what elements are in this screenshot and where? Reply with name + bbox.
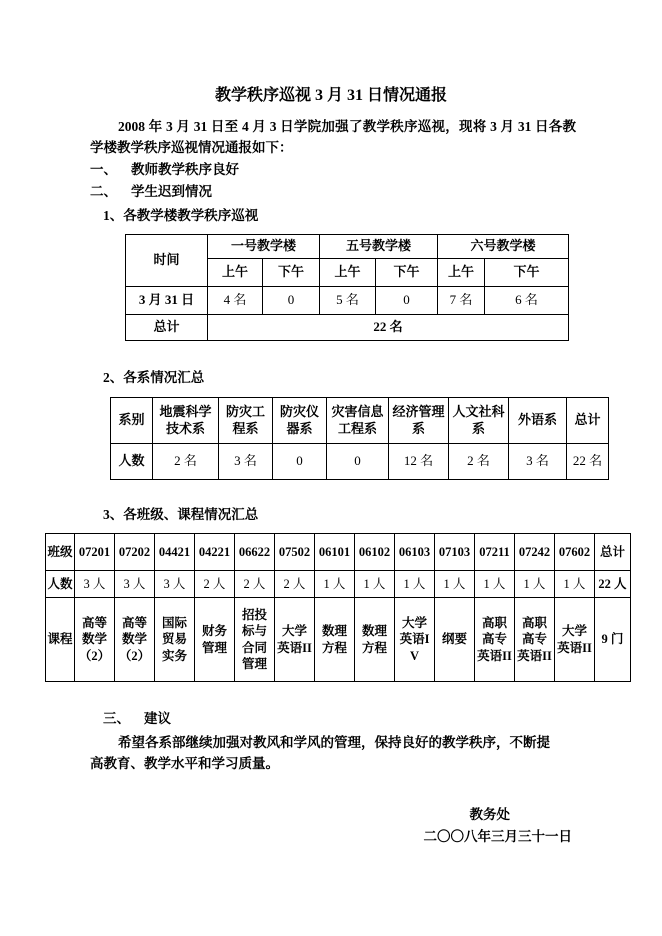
class-id-cell: 06101	[315, 534, 355, 571]
signature-date: 二〇〇八年三月三十一日	[423, 829, 572, 844]
list-marker: 一、	[90, 162, 117, 177]
count-cell: 3 人	[75, 571, 115, 598]
list-item-text: 学生迟到情况	[131, 184, 212, 199]
course-cell: 招投标与合同管理	[235, 598, 275, 682]
table-row	[46, 534, 631, 571]
class-id-cell: 07602	[555, 534, 595, 571]
department-summary-table	[110, 397, 609, 480]
total-value-cell: 22 名	[208, 315, 569, 341]
dept-header-cell: 人文社科系	[449, 398, 509, 444]
ampm-header-cell: 下午	[485, 259, 569, 287]
count-cell: 1 人	[315, 571, 355, 598]
class-id-cell: 07202	[115, 534, 155, 571]
course-cell: 财务管理	[195, 598, 235, 682]
count-cell: 1 人	[435, 571, 475, 598]
course-cell: 数理方程	[355, 598, 395, 682]
value-cell: 2 名	[153, 444, 219, 480]
count-cell: 1 人	[515, 571, 555, 598]
row-label-cell: 班级	[46, 534, 75, 571]
class-id-cell: 07502	[275, 534, 315, 571]
total-course-cell: 9 门	[595, 598, 631, 682]
list-marker: 二、	[90, 184, 117, 199]
count-cell: 1 人	[395, 571, 435, 598]
row-label-cell: 人数	[46, 571, 75, 598]
value-cell: 5 名	[320, 287, 376, 315]
list-marker: 三、	[103, 711, 130, 726]
count-cell: 2 人	[235, 571, 275, 598]
total-header-cell: 总计	[595, 534, 631, 571]
building-inspection-table	[125, 234, 569, 341]
value-cell: 6 名	[485, 287, 569, 315]
ampm-header-cell: 上午	[438, 259, 485, 287]
intro-paragraph: 2008 年 3 月 31 日至 4 月 3 日学院加强了教学秩序巡视，现将 3 月 31 日各教学楼教学秩序巡视情况通报如下：	[90, 119, 576, 155]
ampm-header-cell: 下午	[263, 259, 320, 287]
course-cell: 大学英语II	[555, 598, 595, 682]
table-row	[111, 444, 609, 480]
building-header-cell: 一号教学楼	[208, 235, 320, 259]
table-row	[126, 315, 569, 341]
dept-header-cell: 外语系	[509, 398, 567, 444]
dept-header-cell: 防灾仪器系	[273, 398, 327, 444]
class-id-cell: 06102	[355, 534, 395, 571]
class-course-summary-table	[45, 533, 631, 682]
count-cell: 1 人	[555, 571, 595, 598]
class-id-cell: 04221	[195, 534, 235, 571]
course-cell: 数理方程	[315, 598, 355, 682]
dept-header-cell: 灾害信息工程系	[327, 398, 389, 444]
count-cell: 2 人	[195, 571, 235, 598]
class-id-cell: 04421	[155, 534, 195, 571]
value-cell: 12 名	[389, 444, 449, 480]
suggestion-heading	[103, 708, 662, 729]
course-cell: 纲要	[435, 598, 475, 682]
course-cell: 高等数学（2）	[75, 598, 115, 682]
course-cell: 高等数学（2）	[115, 598, 155, 682]
dept-header-cell: 系别	[111, 398, 153, 444]
dept-header-cell: 防灾工程系	[219, 398, 273, 444]
list-item-students	[90, 181, 662, 202]
time-header-cell: 时间	[126, 235, 208, 287]
total-count-cell: 22 人	[595, 571, 631, 598]
row-label-cell: 课程	[46, 598, 75, 682]
total-label-cell: 总计	[126, 315, 208, 341]
value-cell: 2 名	[449, 444, 509, 480]
table-row	[46, 571, 631, 598]
course-cell: 大学英语IV	[395, 598, 435, 682]
value-cell: 0	[273, 444, 327, 480]
value-cell: 0	[376, 287, 438, 315]
dept-header-cell: 经济管理系	[389, 398, 449, 444]
table3-caption: 3、各班级、课程情况汇总	[103, 507, 259, 522]
value-cell: 22 名	[567, 444, 609, 480]
course-cell: 大学英语II	[275, 598, 315, 682]
course-cell: 高职高专英语II	[515, 598, 555, 682]
course-cell: 高职高专英语II	[475, 598, 515, 682]
value-cell: 0	[327, 444, 389, 480]
table-row	[46, 598, 631, 682]
table-row	[111, 398, 609, 444]
class-id-cell: 07211	[475, 534, 515, 571]
dept-header-cell: 地震科学技术系	[153, 398, 219, 444]
suggestion-heading-text: 建议	[144, 711, 171, 726]
ampm-header-cell: 上午	[320, 259, 376, 287]
class-id-cell: 07242	[515, 534, 555, 571]
date-label-cell: 3 月 31 日	[126, 287, 208, 315]
value-cell: 0	[263, 287, 320, 315]
count-cell: 1 人	[355, 571, 395, 598]
table2-caption: 2、各系情况汇总	[103, 370, 205, 385]
table1-caption: 1、各教学楼教学秩序巡视	[103, 208, 259, 223]
table-row	[126, 287, 569, 315]
value-cell: 4 名	[208, 287, 263, 315]
page-title: 教学秩序巡视 3 月 31 日情况通报	[214, 87, 447, 104]
table-row	[126, 235, 569, 259]
count-cell: 1 人	[475, 571, 515, 598]
suggestion-paragraph: 希望各系部继续加强对教风和学风的管理，保持良好的教学秩序，不断提高教育、教学水平和学习质量。	[90, 735, 550, 771]
signature-office: 教务处	[469, 807, 510, 822]
dept-header-cell: 总计	[567, 398, 609, 444]
count-cell: 3 人	[155, 571, 195, 598]
building-header-cell: 六号教学楼	[438, 235, 569, 259]
ampm-header-cell: 下午	[376, 259, 438, 287]
count-cell: 3 人	[115, 571, 155, 598]
course-cell: 国际贸易实务	[155, 598, 195, 682]
building-header-cell: 五号教学楼	[320, 235, 438, 259]
class-id-cell: 07103	[435, 534, 475, 571]
value-cell: 7 名	[438, 287, 485, 315]
list-item-teachers	[90, 159, 662, 180]
class-id-cell: 06103	[395, 534, 435, 571]
class-id-cell: 06622	[235, 534, 275, 571]
count-cell: 2 人	[275, 571, 315, 598]
list-item-text: 教师教学秩序良好	[131, 162, 239, 177]
ampm-header-cell: 上午	[208, 259, 263, 287]
value-cell: 3 名	[509, 444, 567, 480]
value-cell: 3 名	[219, 444, 273, 480]
class-id-cell: 07201	[75, 534, 115, 571]
row-label-cell: 人数	[111, 444, 153, 480]
